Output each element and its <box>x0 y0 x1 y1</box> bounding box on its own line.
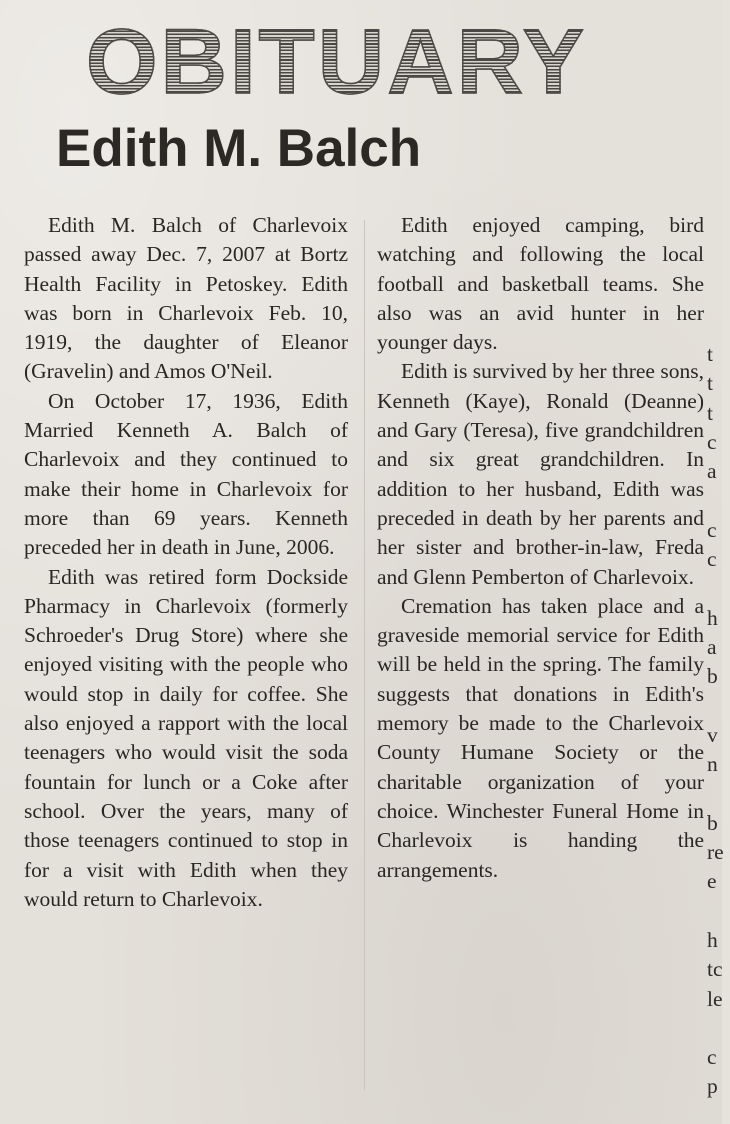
edge-fragment <box>707 779 722 808</box>
edge-fragment: e <box>707 869 717 894</box>
article-column-2 <box>377 211 704 885</box>
edge-fragment: h <box>707 605 718 630</box>
edge-fragment: p <box>707 1074 718 1099</box>
edge-fragment: b <box>707 810 718 835</box>
edge-fragment <box>707 1014 722 1043</box>
adjacent-column-edge <box>707 340 722 1102</box>
edge-fragment: c <box>707 517 717 542</box>
article-paragraph: On October 17, 1936, Edith Married Kenneth A. Balch of Charlevoix and they continued to make their home in Charlevoix for more than 69 years. Kenneth preceded her in death in June, 2006. <box>24 388 348 560</box>
article-column-1 <box>24 211 348 914</box>
article-paragraph: Cremation has taken place and a graveside memorial service for Edith will be held in the spring. The family suggests that donations in Edith's memory be made to the Charlevoix County Humane Society or the charitable organization of your choice. Winchester Funeral Home in Charlevoix is handing the arrangements. <box>377 593 704 882</box>
article-paragraph: Edith enjoyed camping, bird watching and following the local football and basketball teams. She also was an avid hunter in her younger days. <box>377 213 704 355</box>
edge-fragment: t <box>707 371 713 396</box>
edge-fragment: t <box>707 342 713 366</box>
adjacent-article-fragment <box>690 60 730 120</box>
article-paragraph: Edith is survived by her three sons, Kenneth (Kaye), Ronald (Deanne) and Gary (Teresa), five grandchildren and six great grandchildren. In addition to her husband, Edith was preceded in death by her parents and her sister and brother-in-law, Freda and Glenn Pemberton of Charlevoix. <box>377 359 704 589</box>
edge-fragment: v <box>707 722 718 747</box>
edge-fragment: c <box>707 1045 717 1070</box>
edge-fragment: le <box>707 986 723 1011</box>
edge-fragment: t <box>707 400 713 425</box>
edge-fragment: b <box>707 664 718 689</box>
edge-fragment <box>707 897 722 926</box>
column-divider <box>364 220 365 1090</box>
edge-fragment: a <box>707 459 717 484</box>
edge-fragment: c <box>707 547 717 572</box>
edge-fragment <box>707 486 722 515</box>
edge-fragment: c <box>707 429 717 454</box>
edge-fragment: re <box>707 840 724 865</box>
obituary-headline: Edith M. Balch <box>56 119 422 178</box>
edge-fragment: a <box>707 634 717 659</box>
edge-fragment: tc <box>707 957 723 982</box>
article-paragraph: Edith M. Balch of Charlevoix passed away Dec. 7, 2007 at Bortz Health Facility in Petoskey. Edith was born in Charlevoix Feb. 10, 1919, the daughter of Eleanor (Gravelin) and Amos O'Neil. <box>24 213 348 384</box>
edge-fragment: n <box>707 752 718 777</box>
edge-fragment: h <box>707 927 718 952</box>
edge-fragment <box>707 574 722 603</box>
article-paragraph: Edith was retired form Dockside Pharmacy in Charlevoix (formerly Schroeder's Drug Store) where she enjoyed visiting with the people who would stop in daily for coffee. She also enjoyed a rapport with the local teenagers who would visit the soda fountain for lunch or a Coke after school. Over the years, many of those teenagers continued to stop in for a visit with Edith when they would return to Charlevoix. <box>24 564 348 911</box>
edge-fragment <box>707 692 722 721</box>
obituary-banner: OBITUARY <box>86 12 666 112</box>
